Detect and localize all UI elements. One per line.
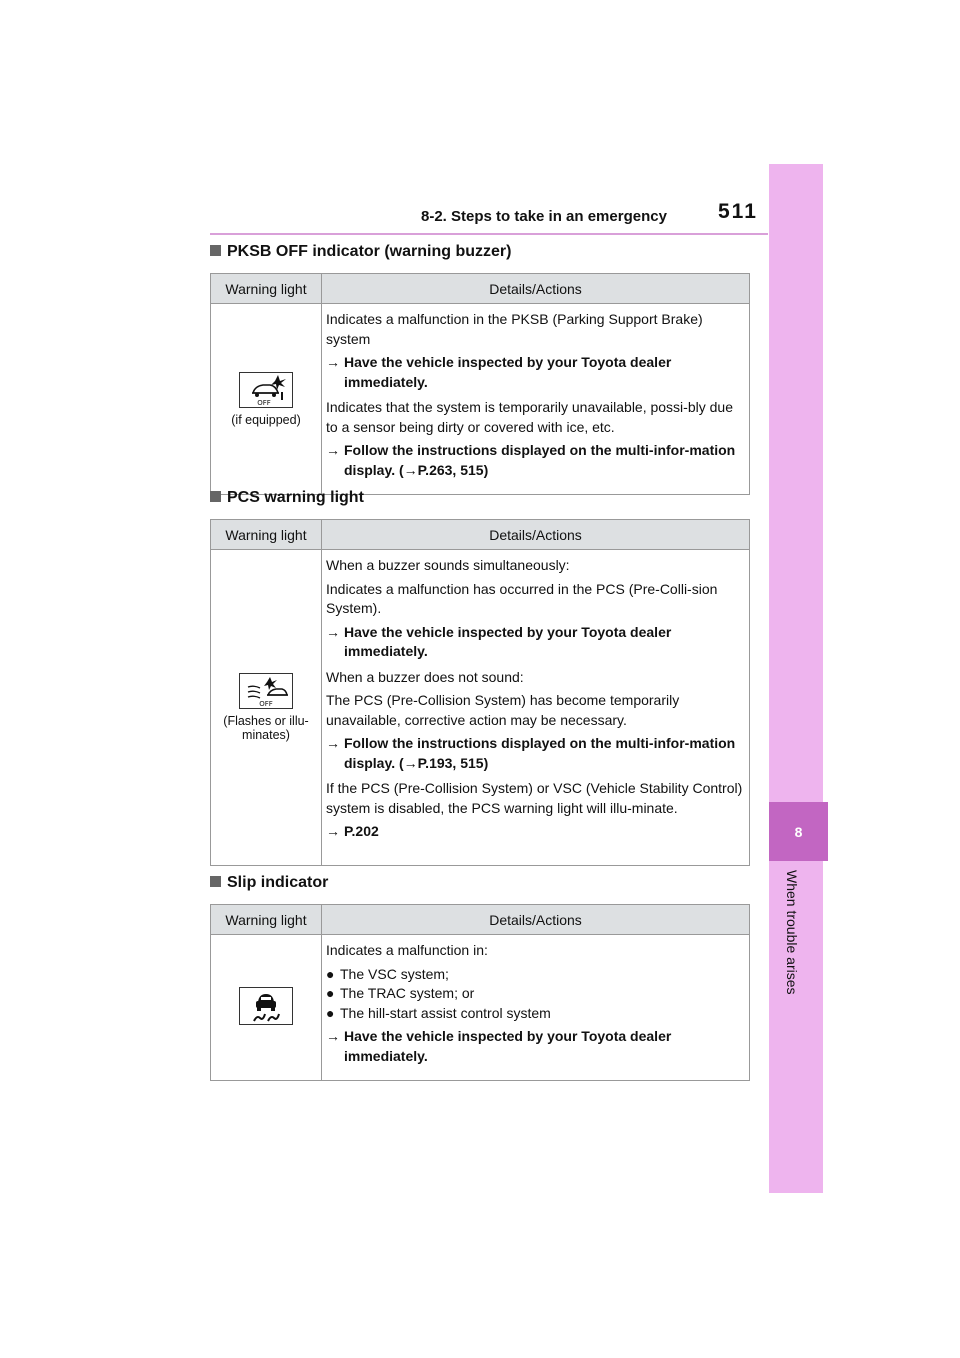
bullet-text: The hill-start assist control system [340, 1004, 551, 1021]
arrow-icon: → [326, 735, 340, 751]
header-section-title: 8-2. Steps to take in an emergency [421, 208, 667, 225]
slip-indicator-icon [239, 987, 293, 1025]
table-header-row [211, 905, 750, 935]
warning-light-cell [211, 935, 322, 1081]
bullet-icon: ● [326, 965, 335, 982]
action-item [326, 623, 745, 662]
col-header-warning-light: Warning light [211, 520, 322, 550]
header-rule [210, 233, 768, 235]
detail-text: Indicates a malfunction in the PKSB (Parking Support Brake) system [326, 311, 703, 347]
chapter-number-box [769, 802, 828, 861]
action-item [326, 1027, 745, 1066]
icon-caption: (Flashes or illu-minates) [223, 714, 309, 742]
arrow-icon: → [326, 442, 340, 458]
warning-table-pcs [210, 519, 750, 866]
detail-text: Indicates a malfunction has occurred in the PCS (Pre-Colli-sion System). [326, 580, 718, 616]
action-text: Have the vehicle inspected by your Toyota dealer immediately. [344, 623, 672, 659]
action-text: Follow the instructions displayed on the multi-infor-mation display. (→P.193, 515) [344, 735, 736, 771]
pksb-off-icon [239, 372, 293, 408]
icon-off-text: OFF [257, 398, 271, 407]
action-item [326, 353, 745, 392]
section-heading-text: PKSB OFF indicator (warning buzzer) [227, 243, 512, 260]
details-cell [322, 304, 750, 495]
detail-text: Indicates a malfunction in: [326, 942, 488, 958]
bullet-icon: ● [326, 985, 335, 1001]
detail-text: If the PCS (Pre-Collision System) or VSC (Vehicle Stability Control) system is disabled, the PCS warning light will illu-minate. [326, 780, 743, 816]
bullet-text: The TRAC system; or [340, 985, 475, 1001]
action-text: P.202 [344, 823, 379, 839]
arrow-icon: → [326, 823, 340, 839]
detail-text: When a buzzer does not sound: [326, 668, 524, 685]
action-item [326, 441, 745, 480]
bullet-icon: ● [326, 1004, 335, 1021]
detail-text: Indicates that the system is temporarily unavailable, possi-bly due to a sensor being dirty or covered with ice, etc. [326, 399, 733, 435]
bullet-item [326, 984, 745, 1004]
col-header-warning-light: Warning light [211, 274, 322, 304]
detail-text: The PCS (Pre-Collision System) has become temporarily unavailable, corrective action may be necessary. [326, 692, 680, 728]
bullet-item [326, 965, 745, 985]
details-cell [322, 935, 750, 1081]
icon-caption: (if equipped) [231, 412, 301, 427]
pcs-warning-icon [239, 673, 293, 709]
action-text: Follow the instructions displayed on the multi-infor-mation display. (→P.263, 515) [344, 442, 736, 478]
warning-light-cell [211, 304, 322, 495]
action-item [326, 822, 745, 842]
warning-table-slip [210, 904, 750, 1081]
square-bullet-icon [210, 491, 221, 502]
arrow-icon: → [326, 354, 340, 370]
table-header-row [211, 520, 750, 550]
table-row [211, 935, 750, 1081]
col-header-warning-light: Warning light [211, 905, 322, 935]
col-header-details: Details/Actions [322, 274, 750, 304]
details-cell [322, 550, 750, 866]
action-text: Have the vehicle inspected by your Toyota dealer immediately. [344, 1028, 672, 1064]
warning-table-pksb [210, 273, 750, 495]
section-heading-pksb [210, 243, 511, 261]
table-header-row [211, 274, 750, 304]
col-header-details: Details/Actions [322, 520, 750, 550]
icon-off-text: OFF [259, 700, 273, 708]
bullet-item [326, 1004, 745, 1024]
action-text: Have the vehicle inspected by your Toyota dealer immediately. [344, 354, 672, 390]
chapter-number: 8 [794, 823, 803, 840]
square-bullet-icon [210, 245, 221, 256]
section-heading-text: Slip indicator [227, 874, 329, 891]
section-heading-text: PCS warning light [227, 489, 364, 506]
table-row [211, 304, 750, 495]
bullet-text: The VSC system; [340, 965, 449, 982]
side-tab [769, 164, 823, 1193]
warning-light-cell [211, 550, 322, 866]
square-bullet-icon [210, 876, 221, 887]
detail-text: When a buzzer sounds simultaneously: [326, 557, 570, 573]
section-heading-pcs [210, 489, 364, 507]
col-header-details: Details/Actions [322, 905, 750, 935]
chapter-title: When trouble arises [784, 870, 800, 995]
page-number: 511 [718, 200, 758, 223]
arrow-icon: → [326, 1028, 340, 1044]
section-heading-slip [210, 874, 328, 892]
table-row [211, 550, 750, 866]
action-item [326, 734, 745, 773]
arrow-icon: → [326, 623, 340, 640]
